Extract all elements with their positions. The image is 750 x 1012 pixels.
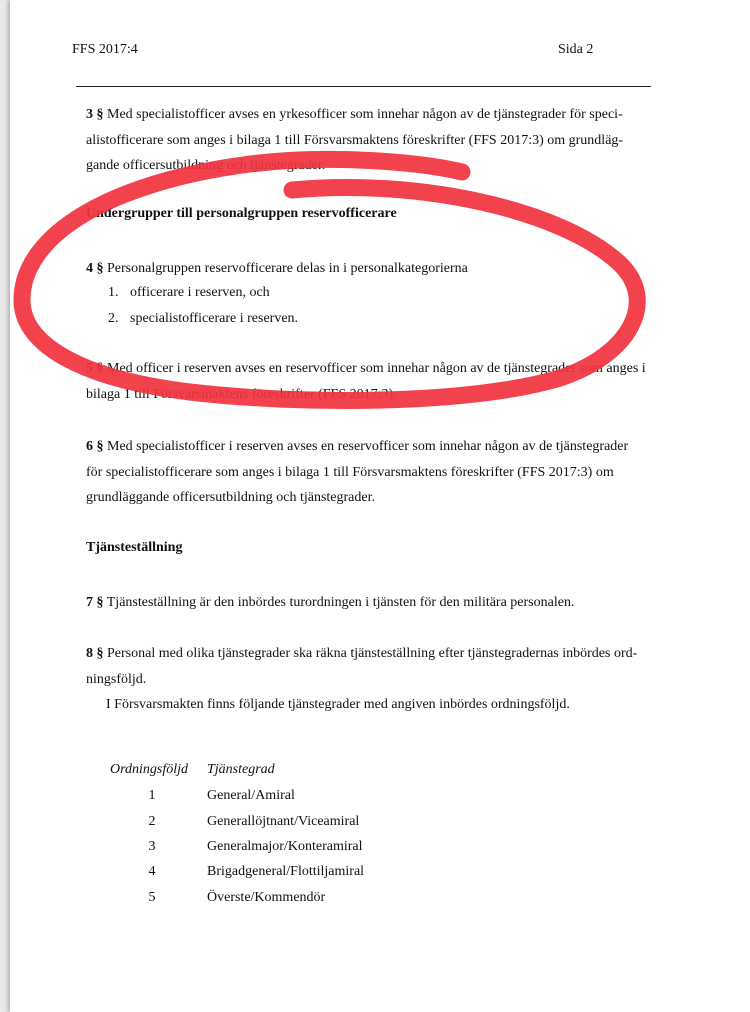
paragraph-6	[86, 434, 686, 511]
paragraph-line: Med officer i reserven avses en reservofficer som innehar någon av de tjänstegrader som anges i	[107, 361, 646, 376]
paragraph-line: Med specialistofficer i reserven avses en reservofficer som innehar någon av de tjänstegrader	[107, 439, 629, 454]
list-text: specialistofficerare i reserven.	[130, 311, 299, 326]
paragraph-line: alistofficerare som anges i bilaga 1 till Försvarsmaktens föreskrifter (FFS 2017:3) om grundläg-	[86, 132, 624, 148]
list-number: 1.	[108, 285, 119, 300]
document-page	[10, 0, 750, 1012]
table-cell-order: 2	[148, 814, 156, 829]
list-item	[108, 285, 270, 301]
table-header-rank: Tjänstegrad	[207, 762, 275, 777]
paragraph-8	[86, 641, 686, 692]
table-cell-rank: Brigadgeneral/Flottiljamiral	[207, 864, 365, 879]
section-number: 3 §	[86, 107, 104, 122]
paragraph-text: Personalgruppen reservofficerare delas in i personalkategorierna	[107, 261, 468, 276]
paragraph-line: grundläggande officersutbildning och tjänstegrader.	[86, 490, 375, 505]
paragraph-line: för specialistofficerare som anges i bilaga 1 till Försvarsmaktens föreskrifter (FFS 2017:3) om	[86, 464, 614, 480]
section-number: 7 §	[86, 595, 104, 610]
paragraph-text: Tjänsteställning är den inbördes turordningen i tjänsten för den militära personalen.	[106, 595, 575, 610]
list-number: 2.	[108, 311, 119, 326]
table-cell-rank: Generallöjtnant/Viceamiral	[207, 814, 360, 829]
table-cell-order: 5	[148, 890, 156, 905]
table-cell-rank: Generalmajor/Konteramiral	[207, 839, 363, 854]
paragraph-4	[86, 256, 686, 282]
section-heading: Undergrupper till personalgruppen reservofficerare	[86, 206, 397, 221]
section-number: 5 §	[86, 361, 104, 376]
page-number: Sida 2	[558, 42, 594, 57]
document-id: FFS 2017:4	[72, 42, 138, 57]
paragraph-line: ningsföljd.	[86, 671, 147, 687]
section-number: 6 §	[86, 439, 104, 454]
table-cell-rank: General/Amiral	[207, 788, 295, 803]
list-text: officerare i reserven, och	[130, 285, 270, 300]
paragraph-line: Personal med olika tjänstegrader ska räkna tjänsteställning efter tjänstegradernas inbördes ord-	[107, 646, 638, 661]
header-rule	[76, 86, 651, 87]
paragraph-8-followup: I Försvarsmakten finns följande tjänstegrader med angiven inbördes ordningsföljd.	[106, 697, 570, 712]
list-item	[108, 311, 299, 327]
table-cell-order: 3	[148, 839, 156, 854]
paragraph-3	[86, 102, 686, 179]
table-cell-rank: Överste/Kommendör	[207, 890, 326, 905]
paragraph-line: Med specialistofficer avses en yrkesofficer som innehar någon av de tjänstegrader för speci-	[107, 107, 623, 122]
table-header-order: Ordningsföljd	[110, 762, 189, 777]
section-number: 4 §	[86, 261, 104, 276]
paragraph-line: bilaga 1 till Försvarsmaktens föreskrifter (FFS 2017:3).	[86, 386, 397, 402]
paragraph-line: gande officersutbildning och tjänstegrader.	[86, 158, 326, 173]
table-cell-order: 1	[148, 788, 156, 803]
table-cell-order: 4	[148, 864, 156, 879]
paragraph-5	[86, 356, 686, 407]
paragraph-7	[86, 590, 686, 616]
section-heading: Tjänsteställning	[86, 540, 183, 555]
section-number: 8 §	[86, 646, 104, 661]
